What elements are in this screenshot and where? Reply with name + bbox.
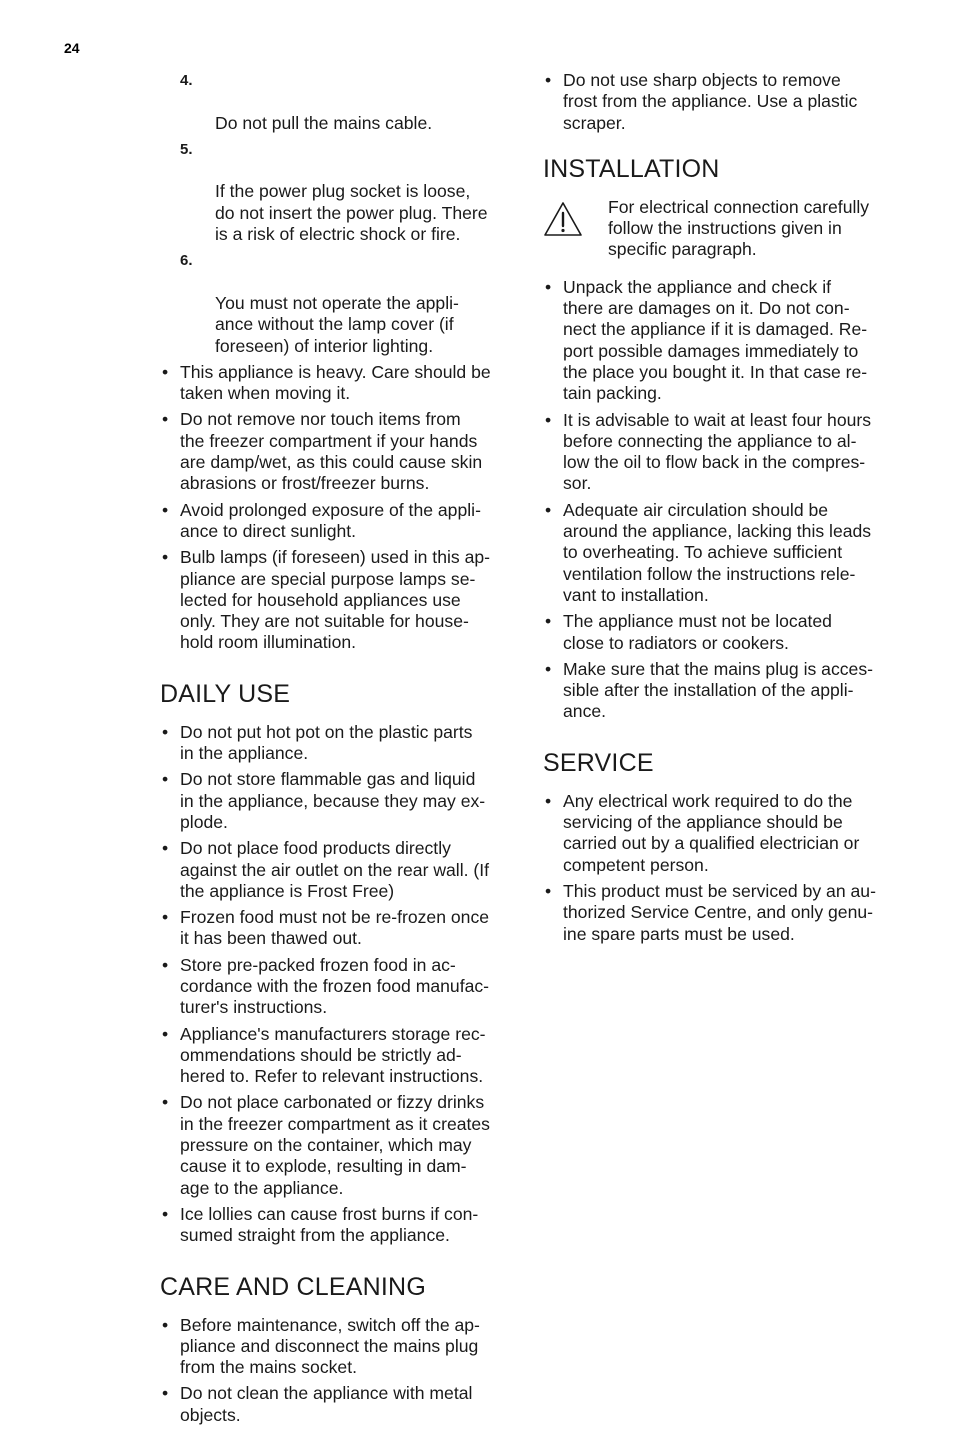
item-number: 4.	[180, 72, 193, 89]
list-item: • Adequate air circulation should be around the appliance, lacking this leads to overheating. To achieve sufficient ventilation follow the instructions rele- vant to installation.	[543, 500, 899, 606]
numbered-item	[160, 139, 516, 245]
list-item: • Do not use sharp objects to remove frost from the appliance. Use a plastic scraper.	[543, 70, 899, 134]
numbered-list	[160, 70, 516, 357]
safety-bullet-list	[160, 362, 516, 654]
section-heading-service: SERVICE	[543, 748, 654, 777]
warning-text: For electrical connection carefully follow the instructions given in specific paragraph.	[608, 196, 870, 260]
numbered-item	[160, 70, 516, 134]
list-item: • Avoid prolonged exposure of the appli- ance to direct sunlight.	[160, 500, 516, 543]
care-and-cleaning-list	[160, 1315, 516, 1426]
list-item: • Do not store flammable gas and liquid in the appliance, because they may ex- plode.	[160, 769, 516, 833]
list-item: • Do not place food products directly against the air outlet on the rear wall. (If the appliance is Frost Free)	[160, 838, 516, 902]
installation-list	[543, 277, 899, 723]
service-list	[543, 791, 899, 945]
list-item: • It is advisable to wait at least four hours before connecting the appliance to al- low the oil to flow back in the compres- sor.	[543, 410, 899, 495]
item-number: 5.	[180, 140, 193, 158]
list-item: • Store pre-packed frozen food in ac- cordance with the frozen food manufac- turer's instructions.	[160, 955, 516, 1019]
list-item: • Bulb lamps (if foreseen) used in this ap- pliance are special purpose lamps se- lected for household appliances use only. They are not suitable for house- hold room illumination.	[160, 547, 516, 653]
page-number: 24	[64, 40, 80, 56]
list-item: • The appliance must not be located close to radiators or cookers.	[543, 611, 899, 654]
list-item: • Ice lollies can cause frost burns if con- sumed straight from the appliance.	[160, 1204, 516, 1247]
list-item: • Make sure that the mains plug is acces- sible after the installation of the appli- ance.	[543, 659, 899, 723]
list-item: • Do not put hot pot on the plastic parts in the appliance.	[160, 722, 516, 765]
list-item: • Appliance's manufacturers storage rec- ommendations should be strictly ad- hered to. Refer to relevant instructions.	[160, 1024, 516, 1088]
item-text: You must not operate the appli- ance without the lamp cover (if foreseen) of interior lighting.	[215, 292, 459, 356]
section-heading-care-and-cleaning: CARE AND CLEANING	[160, 1272, 426, 1301]
item-text: Do not pull the mains cable.	[215, 112, 433, 133]
warning-triangle-icon	[543, 201, 583, 237]
item-text: If the power plug socket is loose, do not insert the power plug. There is a risk of electric shock or fire.	[215, 181, 488, 245]
list-item: • Do not remove nor touch items from the freezer compartment if your hands are damp/wet, as this could cause skin abrasions or frost/freezer burns.	[160, 409, 516, 494]
list-item: • Unpack the appliance and check if there are damages on it. Do not con- nect the appliance if it is damaged. Re- port possible damages immediately to the place you bought it. In that case re- tain packing.	[543, 277, 899, 405]
section-heading-installation: INSTALLATION	[543, 154, 720, 183]
left-column	[160, 70, 516, 1431]
list-item: • This product must be serviced by an au- thorized Service Centre, and only genu- ine spare parts must be used.	[543, 881, 899, 945]
daily-use-list	[160, 722, 516, 1247]
care-continued-list	[543, 70, 899, 134]
list-item: • This appliance is heavy. Care should be taken when moving it.	[160, 362, 516, 405]
numbered-item	[160, 250, 516, 356]
warning-note	[543, 197, 899, 261]
list-item: • Before maintenance, switch off the ap- pliance and disconnect the mains plug from the mains socket.	[160, 1315, 516, 1379]
list-item: • Do not clean the appliance with metal objects.	[160, 1383, 516, 1426]
section-heading-daily-use: DAILY USE	[160, 679, 291, 708]
list-item: • Any electrical work required to do the servicing of the appliance should be carried out by a qualified electrician or competent person.	[543, 791, 899, 876]
list-item: • Frozen food must not be re-frozen once it has been thawed out.	[160, 907, 516, 950]
item-number: 6.	[180, 252, 193, 270]
right-column	[543, 70, 899, 950]
list-item: • Do not place carbonated or fizzy drinks in the freezer compartment as it creates pressure on the container, which may cause it to explode, resulting in dam- age to the appliance.	[160, 1092, 516, 1198]
